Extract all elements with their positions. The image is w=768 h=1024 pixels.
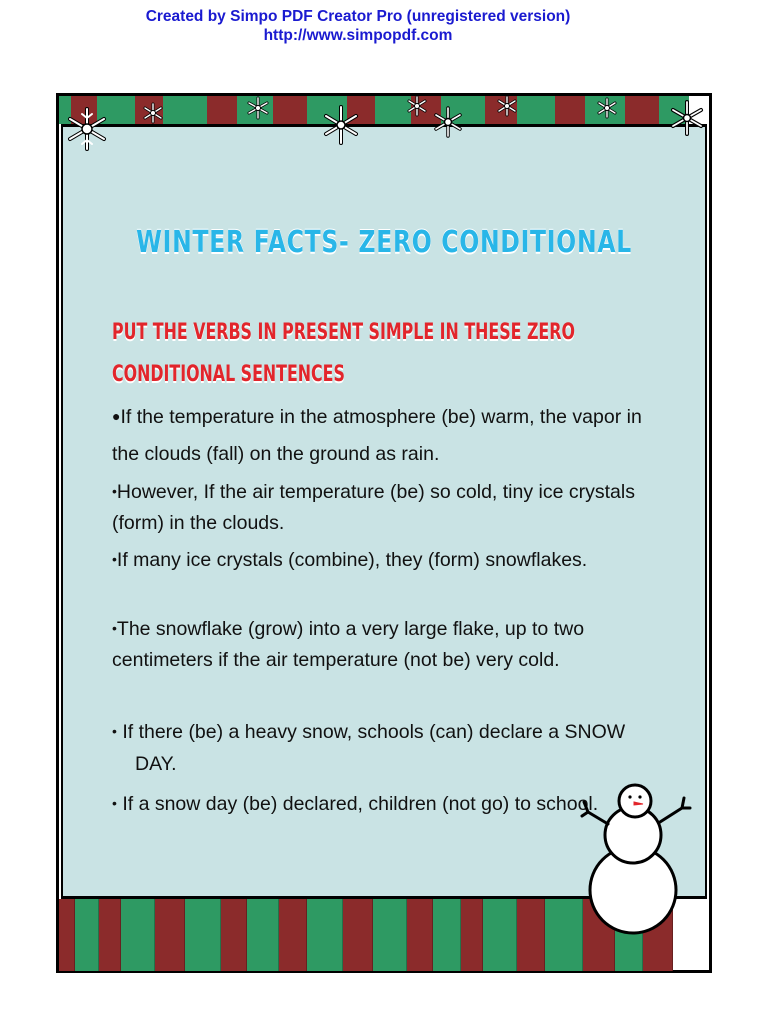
exercise-sentence: If there (be) a heavy snow, schools (can) declare a SNOW DAY. <box>116 721 626 775</box>
stripe <box>279 899 307 971</box>
snowflake-icon <box>431 104 465 140</box>
exercise-sentence: The snowflake (grow) into a very large flake, up to two centimeters if the air temperature (not be) very cold. <box>112 618 585 671</box>
stripe <box>545 899 583 971</box>
stripe <box>625 96 659 124</box>
stripe <box>247 899 279 971</box>
snowflake-icon <box>496 94 518 118</box>
watermark-line-2: http://www.simpopdf.com <box>263 27 453 44</box>
stripe <box>221 899 247 971</box>
stripe <box>517 899 545 971</box>
snowflake-icon <box>596 96 618 120</box>
exercise-sentence: If many ice crystals (combine), they (form) snowflakes. <box>116 549 588 571</box>
list-item <box>112 613 652 676</box>
bullet-marker: • <box>112 483 117 499</box>
watermark-line-1: Created by Simpo PDF Creator Pro (unregistered version) <box>145 8 571 25</box>
exercise-sentence: However, If the air temperature (be) so cold, tiny ice crystals (form) in the clouds. <box>112 481 635 534</box>
stripe <box>273 96 307 124</box>
stripe <box>343 899 373 971</box>
stripe <box>517 96 555 124</box>
stripe <box>163 96 207 124</box>
stripe <box>461 899 483 971</box>
snowman-icon <box>580 780 692 936</box>
snowflake-icon <box>406 94 428 118</box>
instructions-line-2: CONDITIONAL SENTENCES <box>112 362 345 387</box>
worksheet-title: WINTER FACTS- ZERO CONDITIONAL <box>136 225 632 260</box>
pdf-creator-watermark <box>0 7 716 45</box>
list-item <box>112 715 660 780</box>
snowflake-icon <box>142 101 164 125</box>
list-item <box>112 787 660 820</box>
worksheet-instructions <box>112 312 630 396</box>
stripe <box>483 899 517 971</box>
bullet-marker: • <box>112 795 117 811</box>
list-item <box>112 398 652 473</box>
stripe <box>59 899 75 971</box>
stripe <box>307 899 343 971</box>
instructions-line-1: PUT THE VERBS IN PRESENT SIMPLE IN THESE ZERO <box>112 320 575 345</box>
exercise-sentence: If the temperature in the atmosphere (be) warm, the vapor in the clouds (fall) on the ground as rain. <box>112 406 642 465</box>
stripe <box>207 96 237 124</box>
stripe <box>433 899 461 971</box>
list-item <box>112 476 652 539</box>
stripe <box>407 899 433 971</box>
bullet-marker: • <box>112 723 117 739</box>
stripe <box>555 96 585 124</box>
snowflake-icon <box>668 97 706 139</box>
snowflake-icon <box>320 102 362 148</box>
stripe <box>75 899 99 971</box>
exercise-sentence: If a snow day (be) declared, children (not go) to school. <box>116 793 599 815</box>
bullet-marker: • <box>112 620 117 636</box>
snowflake-icon <box>64 103 110 155</box>
stripe <box>185 899 221 971</box>
stripe <box>99 899 121 971</box>
stripe <box>121 899 155 971</box>
bullet-marker: ● <box>112 408 121 424</box>
snowflake-icon <box>246 95 270 121</box>
stripe <box>373 899 407 971</box>
bullet-marker: • <box>112 551 117 567</box>
list-item <box>112 544 652 576</box>
stripe <box>155 899 185 971</box>
